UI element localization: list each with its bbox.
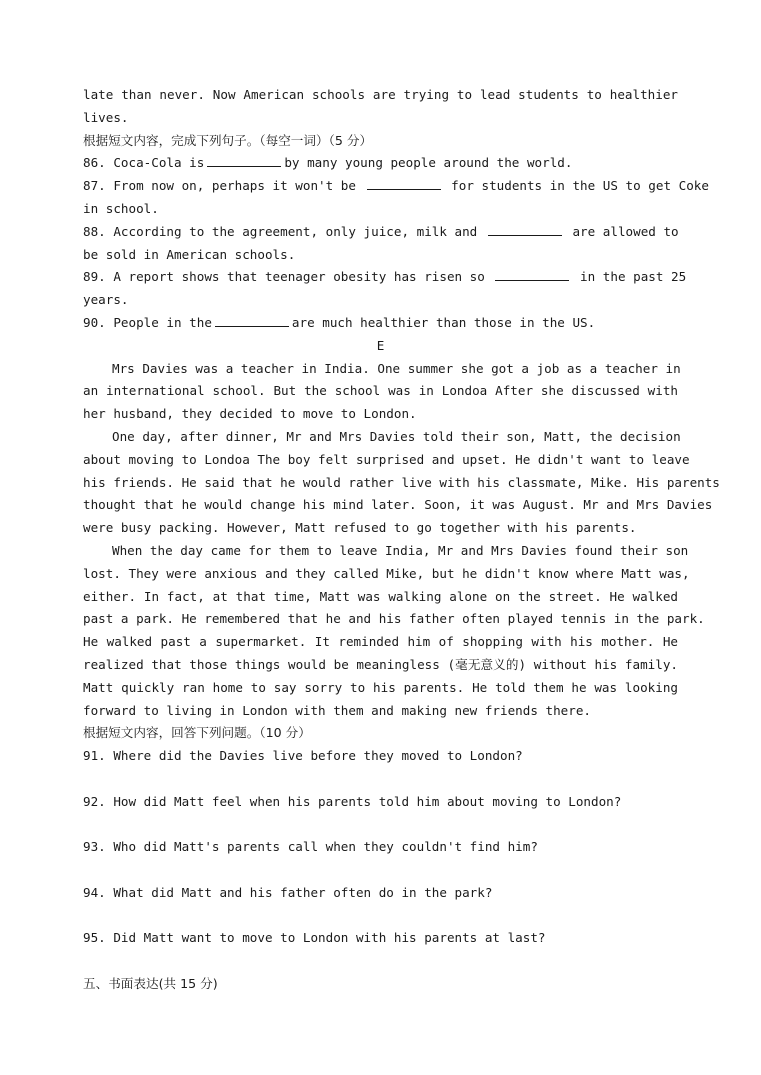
passage-line: Matt quickly ran home to say sorry to his parents. He told them he was looking bbox=[83, 679, 678, 695]
item-text: are much healthier than those in the US. bbox=[291, 314, 596, 330]
passage-line: her husband, they decided to move to London. bbox=[83, 406, 417, 422]
item-text: 87. From now on, perhaps it won't be bbox=[83, 178, 356, 194]
answer-blank[interactable] bbox=[207, 153, 281, 167]
passage-line: forward to living in London with them and making new friends there. bbox=[83, 702, 591, 718]
section-instruction: 根据短文内容，回答下列问题。（10 分） bbox=[83, 725, 311, 741]
passage-line: were busy packing. However, Matt refused to go together with his parents. bbox=[83, 520, 637, 536]
question-91: 91. Where did the Davies live before they moved to London? bbox=[83, 748, 523, 764]
item-text: 88. According to the agreement, only juice, milk and bbox=[83, 223, 478, 239]
answer-blank[interactable] bbox=[367, 176, 441, 190]
passage-line: an international school. But the school was in Londoa After she discussed with bbox=[83, 383, 678, 399]
passage-line: either. In fact, at that time, Matt was walking alone on the street. He walked bbox=[83, 588, 678, 604]
answer-blank[interactable] bbox=[488, 222, 562, 236]
passage-line: realized that those things would be meaningless (毫无意义的) without his family. bbox=[83, 656, 678, 672]
item-text: 89. A report shows that teenager obesity has risen so bbox=[83, 269, 485, 285]
answer-space[interactable] bbox=[83, 814, 678, 837]
passage-line: late than never. Now American schools are trying to lead students to healthier bbox=[83, 87, 678, 102]
passage-line: lost. They were anxious and they called Mike, but he didn't know where Matt was, bbox=[83, 565, 690, 581]
passage-line: lives. bbox=[83, 109, 129, 125]
fill-item-86 bbox=[83, 152, 678, 175]
exam-page bbox=[83, 84, 720, 996]
fill-item-continuation: years. bbox=[83, 292, 129, 308]
passage-line: about moving to Londoa The boy felt surprised and upset. He didn't want to leave bbox=[83, 451, 690, 467]
fill-item-88 bbox=[83, 221, 678, 244]
section-label: E bbox=[376, 337, 385, 353]
item-text: 90. People in the bbox=[83, 314, 212, 330]
passage-line: past a park. He remembered that he and his father often played tennis in the park. bbox=[83, 611, 705, 627]
answer-blank[interactable] bbox=[215, 313, 289, 327]
answer-space[interactable] bbox=[83, 859, 678, 882]
section-instruction: 根据短文内容，完成下列句子。（每空一词）（5 分） bbox=[83, 132, 373, 148]
question-92: 92. How did Matt feel when his parents told him about moving to London? bbox=[83, 793, 622, 809]
answer-space[interactable] bbox=[83, 905, 678, 928]
section-heading: 五、书面表达(共 15 分) bbox=[83, 976, 218, 992]
question-94: 94. What did Matt and his father often do in the park? bbox=[83, 884, 493, 900]
fill-item-89 bbox=[83, 266, 687, 289]
passage-line: He walked past a supermarket. It reminded him of shopping with his mother. He bbox=[83, 634, 678, 650]
fill-item-90 bbox=[83, 312, 678, 335]
item-text: in the past 25 bbox=[580, 269, 687, 285]
question-95: 95. Did Matt want to move to London with his parents at last? bbox=[83, 930, 546, 946]
fill-item-continuation: in school. bbox=[83, 200, 159, 216]
answer-space[interactable] bbox=[83, 950, 678, 973]
item-text: 86. Coca-Cola is bbox=[83, 155, 205, 171]
fill-item-continuation: be sold in American schools. bbox=[83, 246, 296, 262]
passage-line: When the day came for them to leave India, Mr and Mrs Davies found their son bbox=[112, 542, 689, 558]
passage-line: Mrs Davies was a teacher in India. One summer she got a job as a teacher in bbox=[112, 360, 681, 376]
item-text: for students in the US to get Coke bbox=[451, 178, 709, 194]
answer-blank[interactable] bbox=[495, 267, 569, 281]
item-text: are allowed to bbox=[572, 223, 679, 239]
question-93: 93. Who did Matt's parents call when they couldn't find him? bbox=[83, 839, 538, 855]
passage-line: his friends. He said that he would rather live with his classmate, Mike. His parents bbox=[83, 474, 720, 490]
answer-space[interactable] bbox=[83, 768, 678, 791]
passage-line: One day, after dinner, Mr and Mrs Davies told their son, Matt, the decision bbox=[112, 428, 681, 444]
fill-item-87 bbox=[83, 175, 709, 198]
item-text: by many young people around the world. bbox=[284, 155, 573, 171]
passage-line: thought that he would change his mind later. Soon, it was August. Mr and Mrs Davies bbox=[83, 497, 713, 513]
